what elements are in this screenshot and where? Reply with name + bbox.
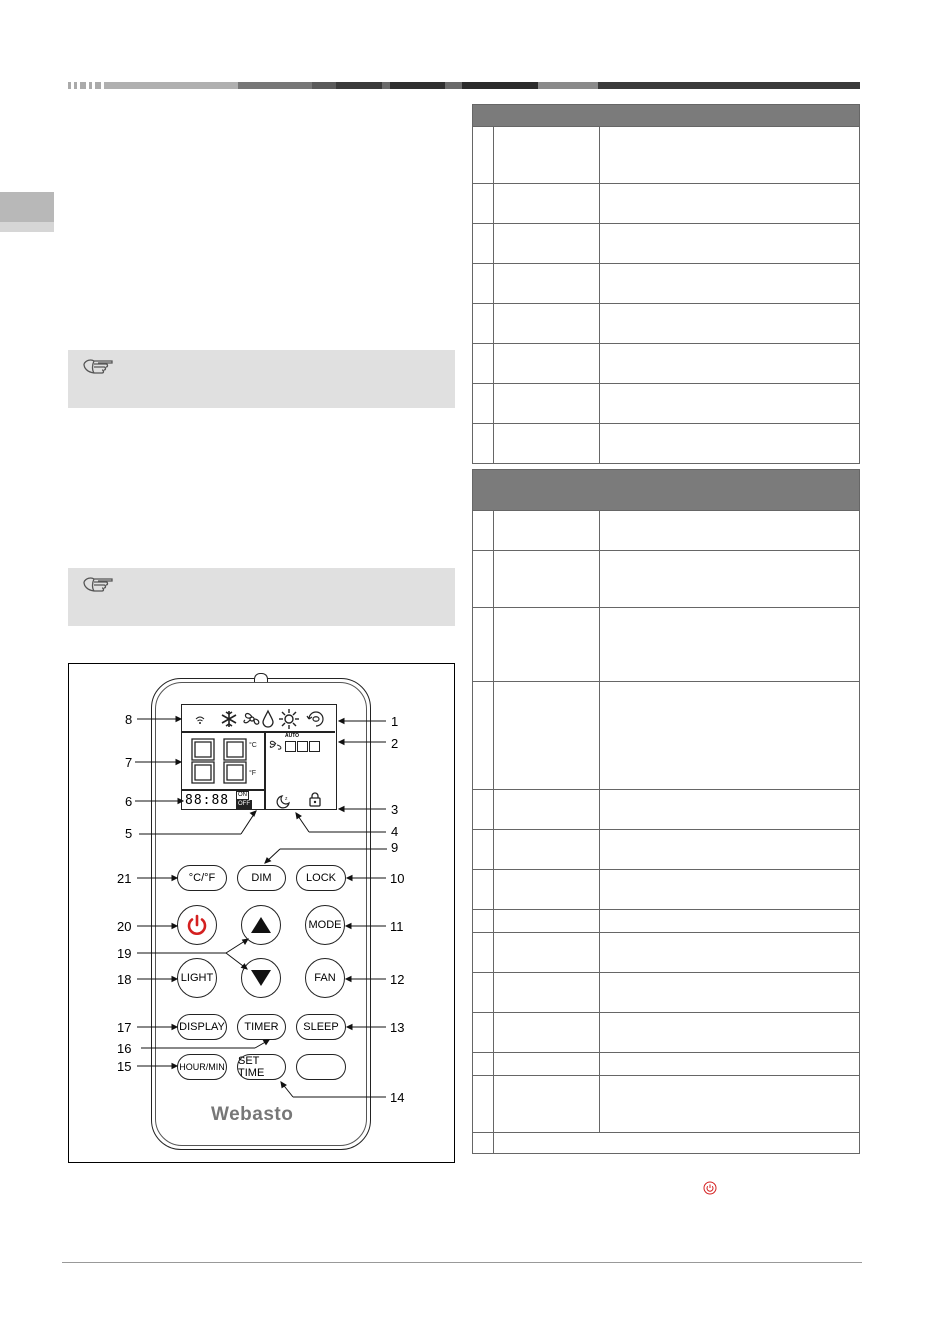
fan-speed-indicator: AUTO (268, 735, 334, 755)
timer-button[interactable]: TIMER (237, 1014, 286, 1040)
callout-number: 4 (391, 824, 399, 839)
chapter-tab (0, 192, 54, 222)
table-row (473, 184, 860, 224)
table-row (473, 551, 860, 608)
display-button[interactable]: DISPLAY (177, 1014, 227, 1040)
timer-off-label: OFF (238, 801, 250, 807)
lock-button[interactable]: LOCK (296, 865, 346, 891)
mode-button[interactable]: MODE (305, 905, 345, 945)
table-row (473, 1053, 860, 1076)
table-row (473, 870, 860, 910)
callout-number: 20 (117, 919, 132, 934)
svg-text:z: z (285, 796, 288, 802)
set-time-button[interactable]: SET TIME (237, 1054, 286, 1080)
light-button[interactable]: LIGHT (177, 958, 217, 998)
table-row (473, 384, 860, 424)
callout-number: 7 (125, 755, 133, 770)
note-box-1 (68, 350, 455, 408)
table-row (473, 608, 860, 682)
table-header (473, 105, 860, 127)
fan-button[interactable]: FAN (305, 958, 345, 998)
table-row (473, 933, 860, 973)
timer-on-label: ON (238, 792, 247, 798)
footer-rule (62, 1262, 862, 1263)
callout-number: 2 (391, 736, 399, 751)
power-icon (703, 1181, 717, 1195)
svg-text:°C: °C (249, 742, 257, 749)
dim-button[interactable]: DIM (237, 865, 286, 891)
callout-number: 18 (117, 972, 132, 987)
table-row (473, 264, 860, 304)
callout-number: 6 (125, 794, 133, 809)
callout-number: 14 (390, 1090, 405, 1105)
table-row (473, 790, 860, 830)
table-row (473, 830, 860, 870)
table-row (473, 424, 860, 464)
callout-number: 3 (391, 802, 399, 817)
table-row (473, 682, 860, 790)
table-row (473, 1133, 860, 1154)
remote-figure (68, 663, 455, 1163)
table-row (473, 1076, 860, 1133)
table-row (473, 127, 860, 184)
callout-number: 9 (391, 840, 399, 855)
callout-number: 13 (390, 1020, 405, 1035)
callout-number: 1 (391, 714, 399, 729)
table-buttons (472, 469, 860, 1154)
note-box-2 (68, 568, 455, 626)
table-display-symbols (472, 104, 860, 464)
table-row (473, 224, 860, 264)
table-row (473, 304, 860, 344)
callout-number: 11 (390, 919, 404, 934)
callout-number: 17 (117, 1020, 132, 1035)
callout-number: 10 (390, 871, 405, 886)
table-row (473, 511, 860, 551)
callout-number: 15 (117, 1059, 132, 1074)
callout-number: 16 (117, 1041, 132, 1056)
clock-digits: 88:88 (185, 793, 230, 808)
table-header (473, 470, 860, 511)
callout-number: 8 (125, 712, 133, 727)
sleep-button[interactable]: SLEEP (296, 1014, 346, 1040)
brand-logo: Webasto (211, 1104, 294, 1125)
pointing-hand-icon (82, 356, 116, 378)
hour-min-button[interactable]: HOUR/MIN (177, 1054, 227, 1080)
callout-number: 12 (390, 972, 405, 987)
pointing-hand-icon (82, 574, 116, 596)
table-row (473, 973, 860, 1013)
callout-number: 5 (125, 826, 133, 841)
svg-text:°F: °F (249, 770, 257, 777)
callout-number: 19 (117, 946, 132, 961)
table-row (473, 1013, 860, 1053)
table-row (473, 344, 860, 384)
callout-number: 21 (117, 871, 132, 886)
celsius-fahrenheit-button[interactable]: °C/°F (177, 865, 227, 891)
table-row (473, 910, 860, 933)
